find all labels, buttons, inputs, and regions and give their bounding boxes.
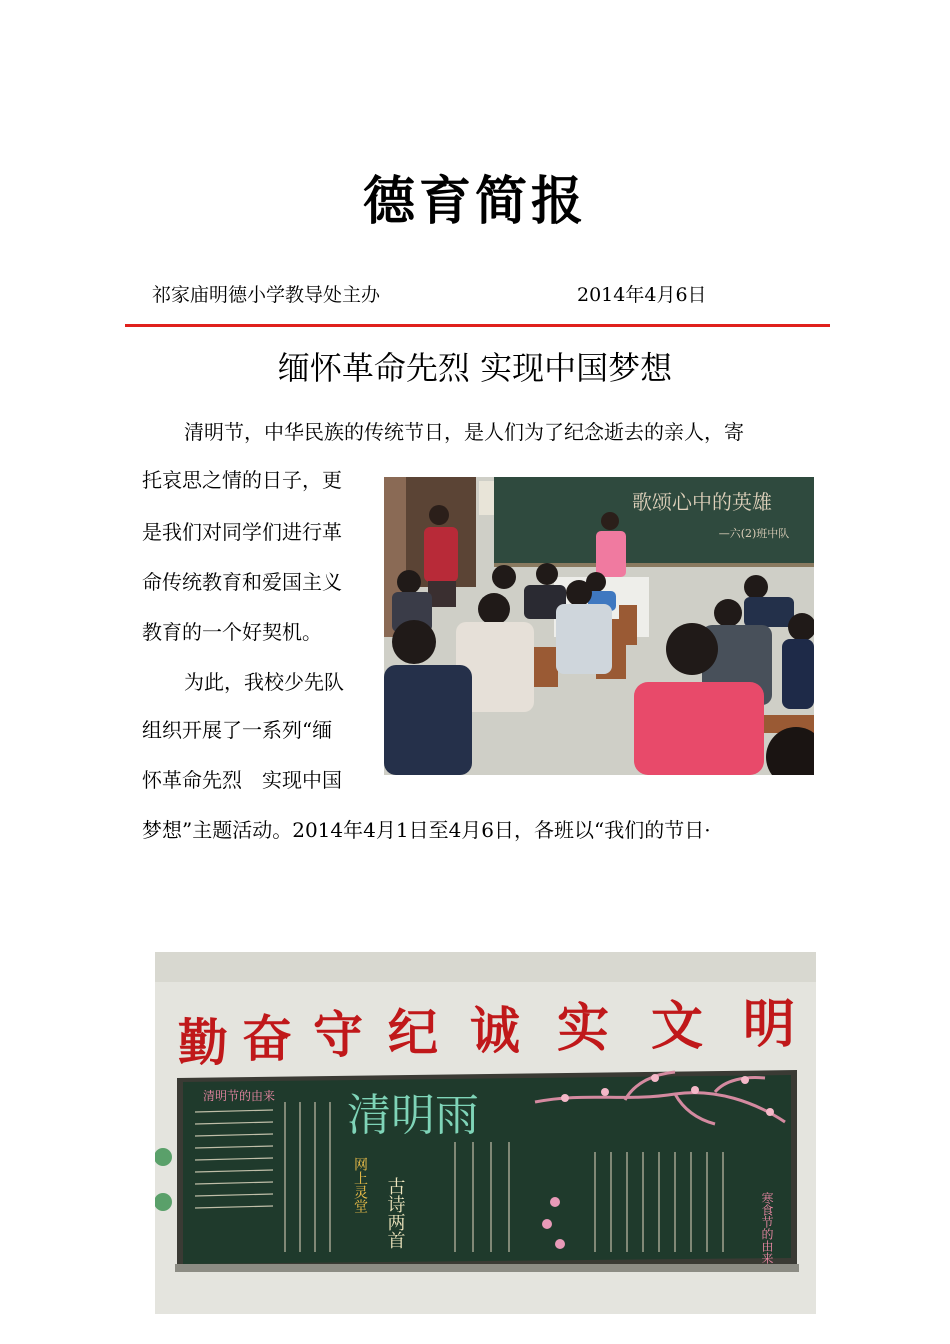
board-title-text: 歌颂心中的英雄 [632, 490, 772, 514]
body-line-3: 是我们对同学们进行革 [142, 520, 342, 544]
blackboard-photo [155, 952, 816, 1314]
newsletter-title: 德育简报 [362, 171, 587, 232]
issue-date: 2014年4月6日 [577, 284, 707, 306]
banner-char-6: 实 [556, 999, 610, 1059]
board-main-title: 清明雨 [347, 1090, 479, 1141]
board-label-right: 寒食节的由来 [760, 1192, 774, 1264]
board-subtitle-text: —六(2)班中队 [718, 527, 790, 540]
article-headline: 缅怀革命先烈 实现中国梦想 [277, 349, 673, 387]
board-label-poem: 古诗两首 [384, 1177, 406, 1249]
publisher-label: 祁家庙明德小学教导处主办 [152, 284, 381, 306]
board-label-online: 网上灵堂 [352, 1157, 368, 1213]
banner-char-4: 纪 [388, 1004, 438, 1062]
body-line-7: 组织开展了一系列“缅 [142, 718, 333, 742]
body-line-5: 教育的一个好契机。 [142, 620, 322, 644]
banner-char-2: 奋 [242, 1010, 292, 1068]
banner-char-3: 守 [313, 1006, 363, 1064]
classroom-photo [384, 477, 814, 775]
header-divider [125, 324, 830, 327]
body-line-4: 命传统教育和爱国主义 [142, 570, 342, 594]
body-line-6: 为此，我校少先队 [184, 670, 344, 694]
body-line-9: 梦想”主题活动。2014年4月1日至4月6日，各班以“我们的节日· [142, 818, 711, 842]
body-line-8: 怀革命先烈 实现中国 [142, 768, 342, 792]
banner-char-5: 诚 [470, 1002, 520, 1060]
board-label-left: 清明节的由来 [203, 1089, 276, 1103]
body-line-2: 托哀思之情的日子，更 [142, 468, 342, 492]
banner-char-7: 文 [650, 997, 704, 1057]
body-line-1: 清明节，中华民族的传统节日，是人们为了纪念逝去的亲人，寄 [184, 420, 744, 444]
banner-char-1: 勤 [178, 1014, 228, 1072]
banner-char-8: 明 [742, 995, 796, 1055]
